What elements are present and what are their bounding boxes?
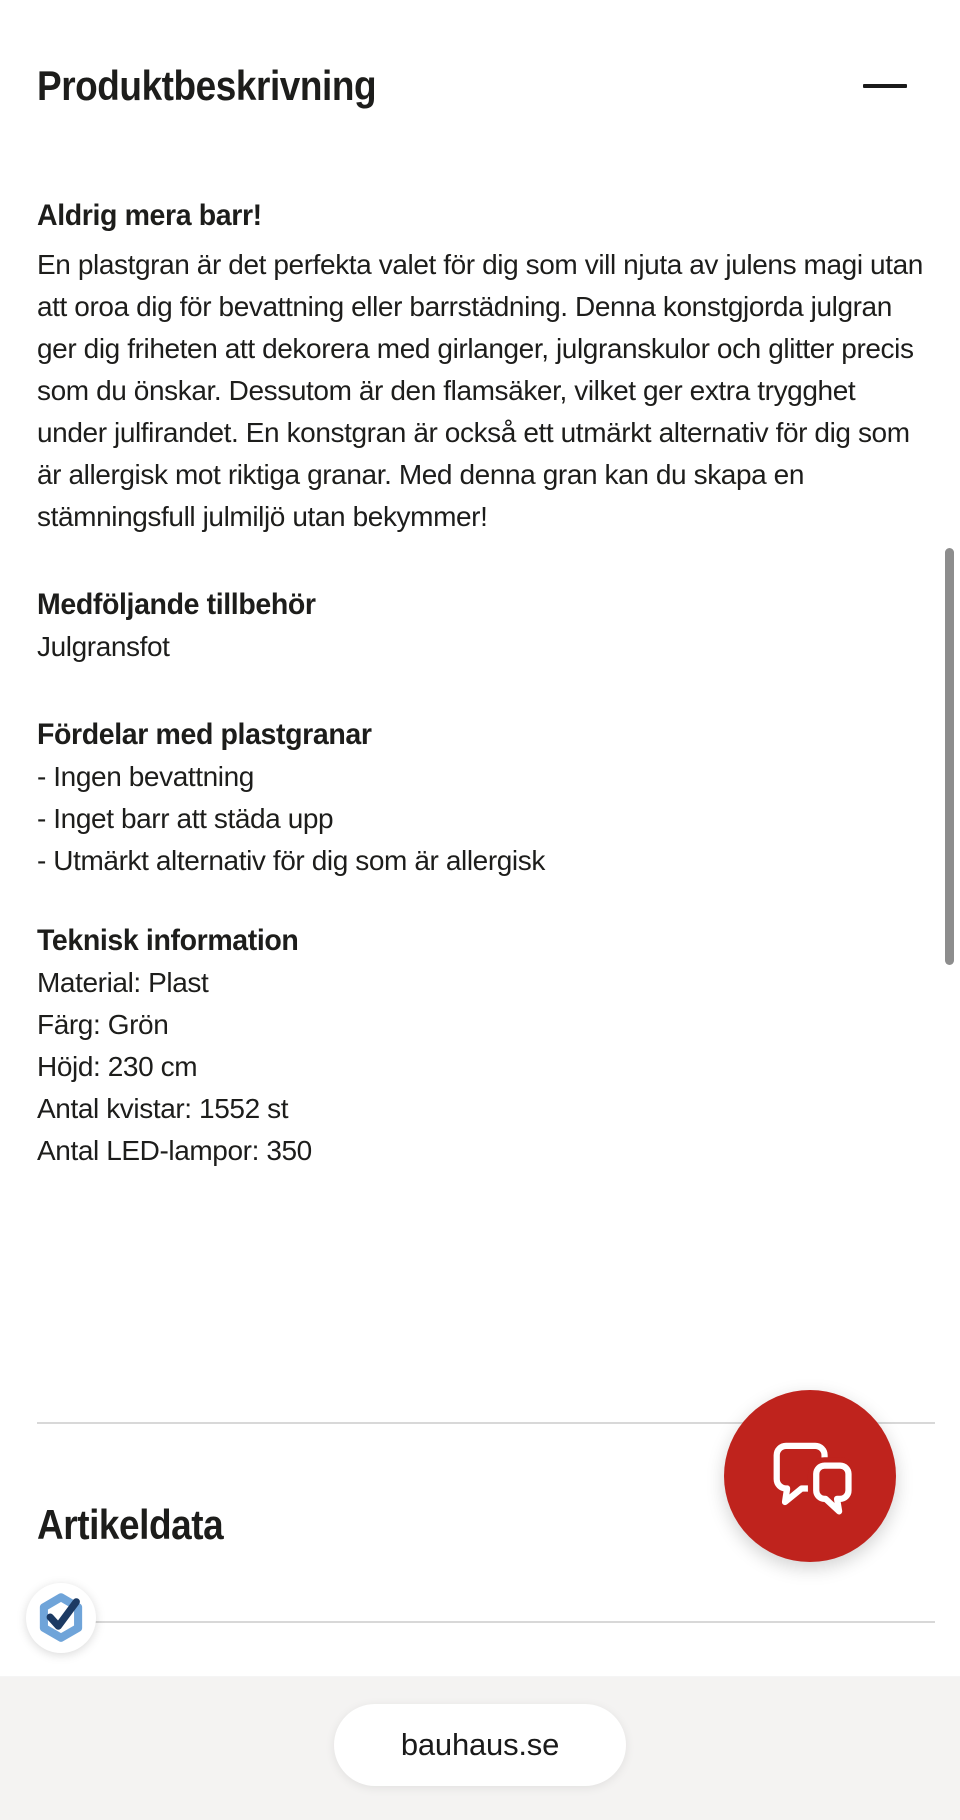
section-line: Antal LED-lampor: 350: [37, 1135, 312, 1167]
section-line: Antal kvistar: 1552 st: [37, 1093, 289, 1125]
section-line: Julgransfot: [37, 631, 170, 663]
checkmark-badge-icon: [34, 1591, 88, 1645]
minus-icon: [863, 84, 907, 88]
address-bar-url: bauhaus.se: [400, 1727, 560, 1762]
section-technical-info: [37, 920, 923, 1172]
section-heading: Fördelar med plastgranar: [37, 718, 372, 752]
section-heading: Teknisk information: [37, 924, 299, 958]
section-advantages: [37, 714, 923, 882]
section-line: Färg: Grön: [37, 1009, 169, 1041]
intro-heading: Aldrig mera barr!: [37, 199, 262, 233]
section-line: Höjd: 230 cm: [37, 1051, 198, 1083]
browser-bottom-bar: [0, 1677, 960, 1820]
product-description-title: Produktbeskrivning: [37, 62, 377, 110]
product-description-header[interactable]: [37, 0, 923, 142]
article-data-title: Artikeldata: [37, 1501, 224, 1548]
section-line: Material: Plast: [37, 967, 209, 999]
product-description-panel: [37, 0, 923, 1172]
section-line: - Utmärkt alternativ för dig som är allergisk: [37, 845, 545, 877]
address-bar[interactable]: [334, 1704, 626, 1786]
trust-seal-badge[interactable]: [26, 1583, 96, 1653]
section-included-accessories: [37, 584, 923, 668]
section-line: - Ingen bevattning: [37, 761, 254, 793]
section-heading: Medföljande tillbehör: [37, 588, 316, 622]
chat-button[interactable]: [724, 1390, 896, 1562]
section-line: - Inget barr att städa upp: [37, 803, 334, 835]
collapse-button[interactable]: [863, 64, 907, 108]
chat-bubbles-icon: [758, 1424, 862, 1528]
intro-paragraph: En plastgran är det perfekta valet för dig som vill njuta av julens magi utan att oroa dig för bevattning eller barrstädning. Denna konstgjorda julgran ger dig friheten att dekorera med girlanger, julgranskulor och glitter precis som du önskar. Dessutom är den flamsäker, vilket ger extra trygghet under julfirandet. En konstgran är också ett utmärkt alternativ för dig som är allergisk mot riktiga granar. Med denna gran kan du skapa en stämningsfull julmiljö utan bekymmer!: [37, 249, 923, 533]
footer-divider: [37, 1621, 935, 1623]
scrollbar[interactable]: [945, 548, 954, 965]
